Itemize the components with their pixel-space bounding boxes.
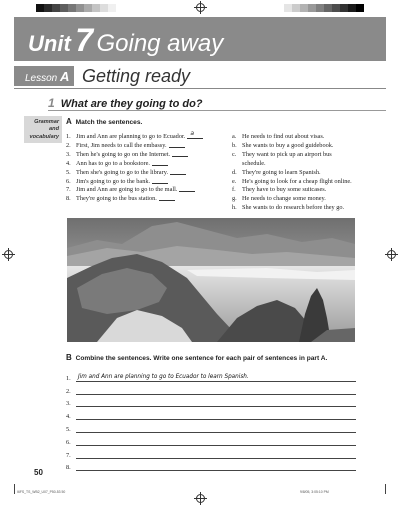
answer-handwriting: a (190, 130, 194, 137)
registration-mark-top (196, 3, 205, 12)
list-item: 6. Jim's going to go to the bank. (66, 178, 203, 187)
list-item: 7. Jim and Ann are going to go to the mall. (66, 186, 203, 195)
part-b-answer-lines (66, 369, 356, 471)
answer-row: 5. (66, 420, 356, 433)
answer-line[interactable] (76, 438, 356, 446)
list-item: c. They want to pick up an airport bus (232, 150, 332, 158)
list-item: b. She wants to buy a good guidebook. (232, 141, 334, 149)
answer-line[interactable] (76, 412, 356, 420)
list-item: 8. They're going to the bus station. (66, 195, 203, 204)
answer-blank[interactable] (187, 130, 203, 139)
section-divider (48, 110, 386, 111)
list-item: h. She wants to do research before they go. (232, 204, 345, 212)
unit-number: 7 (75, 22, 93, 58)
island-landscape-photo (67, 218, 355, 342)
answer-blank[interactable] (152, 178, 168, 184)
list-item-continued: schedule. (242, 159, 266, 167)
list-item: d. They're going to learn Spanish. (232, 168, 321, 176)
answer-blank[interactable] (172, 151, 188, 157)
part-a-sentences (66, 130, 203, 204)
part-a-options (232, 133, 352, 213)
answer-blank[interactable] (179, 186, 195, 192)
registration-mark-right (387, 250, 396, 259)
answer-line[interactable] (76, 399, 356, 407)
box-label-vocabulary: vocabulary (29, 133, 59, 140)
part-a-heading (66, 117, 142, 126)
unit-title (28, 22, 223, 59)
answer-blank[interactable] (152, 160, 168, 166)
answer-row: 8. (66, 459, 356, 472)
print-slug-right: 9/8/05, 3:05:10 PM (300, 490, 329, 494)
answer-row: 4. (66, 407, 356, 420)
page-number: 50 (34, 468, 43, 477)
part-a-instruction: Match the sentences. (75, 119, 143, 126)
color-bar-left (36, 4, 124, 12)
part-b-letter: B (66, 353, 72, 362)
answer-row: 6. (66, 433, 356, 446)
answer-line[interactable] (76, 387, 356, 395)
answer-line[interactable] (76, 425, 356, 433)
answer-blank[interactable] (170, 169, 186, 175)
unit-name: Going away (96, 30, 224, 57)
lesson-label (25, 69, 69, 84)
lesson-divider (14, 88, 386, 89)
lesson-word: Lesson (25, 73, 58, 84)
lesson-title: Getting ready (82, 66, 191, 86)
answer-row: 1. Jim and Ann are planning to go to Ecuador to learn Spanish. (66, 369, 356, 382)
answer-line[interactable] (76, 463, 356, 471)
part-b-heading (66, 353, 327, 362)
landscape-illustration (67, 218, 355, 342)
color-bar-right (276, 4, 364, 12)
part-a-letter: A (66, 117, 72, 126)
answer-row: 2. (66, 382, 356, 395)
grammar-vocabulary-box (24, 116, 62, 143)
answer-blank[interactable] (169, 142, 185, 148)
list-item: a. He needs to find out about visas. (232, 133, 325, 140)
lesson-letter: A (60, 69, 70, 84)
list-item: e. He's going to look for a cheap flight online. (232, 177, 352, 185)
answer-line[interactable] (76, 451, 356, 459)
answer-line[interactable] (76, 374, 356, 382)
box-label-and: and (49, 126, 59, 133)
answer-blank[interactable] (159, 195, 175, 201)
crop-mark (385, 484, 386, 494)
list-item: g. He needs to change some money. (232, 195, 326, 203)
section-heading: What are they going to do? (60, 98, 203, 110)
section-number: 1 (48, 96, 55, 110)
list-item: f. They have to buy some suitcases. (232, 186, 327, 194)
registration-mark-left (4, 250, 13, 259)
list-item: 5. Then she's going to go to the library. (66, 169, 203, 178)
registration-mark-bottom (196, 494, 205, 503)
answer-handwriting: Jim and Ann are planning to go to Ecuador to learn Spanish. (78, 373, 249, 380)
box-label-grammar: Grammar (34, 119, 59, 125)
list-item: 4. Ann has to go to a bookstore. (66, 160, 203, 169)
section-title (48, 96, 203, 110)
print-slug-left: I6FS_TS_WB2_U07_P50-53 50 (17, 490, 66, 494)
crop-mark (14, 484, 15, 494)
list-item: 2. First, Jim needs to call the embassy. (66, 142, 203, 151)
answer-row: 3. (66, 395, 356, 408)
part-b-instruction: Combine the sentences. Write one sentence for each pair of sentences in part A. (75, 355, 328, 362)
list-item: 3. Then he's going to go on the Internet. (66, 151, 203, 160)
unit-word: Unit (28, 31, 71, 56)
answer-row: 7. (66, 446, 356, 459)
list-item: 1. Jim and Ann are planning to go to Ecuador. a (66, 133, 203, 142)
